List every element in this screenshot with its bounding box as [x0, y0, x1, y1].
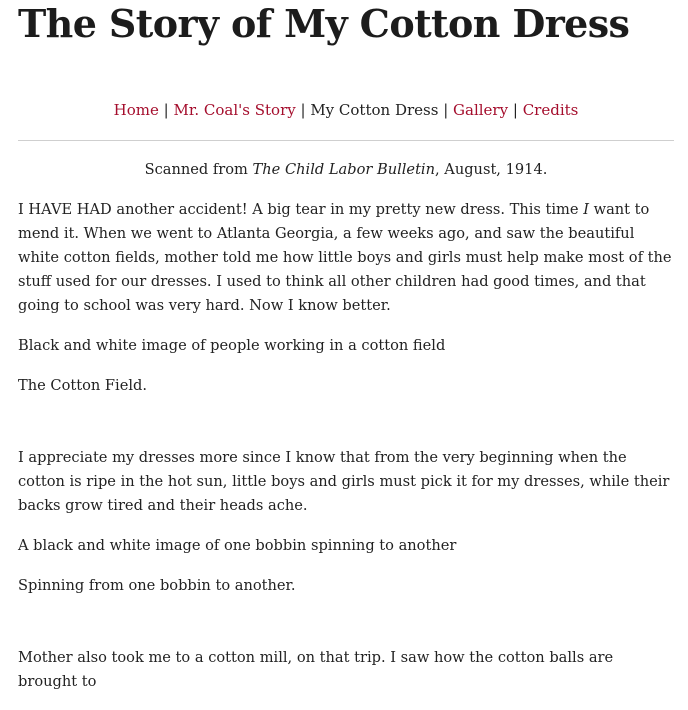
paragraph-1 [18, 198, 674, 318]
main-nav [18, 100, 674, 121]
nav-separator: | [512, 101, 523, 119]
nav-separator: | [300, 101, 311, 119]
source-publication: The Child Labor Bulletin [252, 161, 435, 178]
spacer [18, 414, 674, 446]
source-prefix: Scanned from [144, 161, 253, 178]
nav-home-link[interactable]: Home [113, 101, 159, 119]
nav-gallery-link[interactable]: Gallery [453, 101, 509, 119]
paragraph-text: I HAVE HAD another accident! A big tear in my pretty new dress. This time [18, 201, 584, 218]
header-divider [18, 140, 674, 141]
spacer [18, 614, 674, 646]
nav-separator: | [163, 101, 174, 119]
bobbin-image-alt: A black and white image of one bobbin spinning to another [18, 537, 457, 554]
page-title: The Story of My Cotton Dress [18, 1, 630, 46]
paragraph-2: I appreciate my dresses more since I know that from the very beginning when the cotton is ripe in the hot sun, little boys and girls must pick it for my dresses, while their backs grow tired and their heads ache. [18, 449, 670, 514]
cotton-field-image-alt: Black and white image of people working in a cotton field [18, 337, 446, 354]
source-line [18, 158, 674, 182]
cotton-field-caption: The Cotton Field. [18, 377, 147, 394]
nav-current-page: My Cotton Dress [310, 101, 439, 119]
source-suffix: , August, 1914. [435, 161, 548, 178]
bobbin-caption: Spinning from one bobbin to another. [18, 577, 296, 594]
nav-separator: | [443, 101, 454, 119]
nav-mr-coals-story-link[interactable]: Mr. Coal's Story [173, 101, 296, 119]
paragraph-text: want to mend it. When we went to Atlanta Georgia, a few weeks ago, and saw the beautiful white cotton fields, mother told me how little boys and girls must help make most of the stuff used for our dresses. I used to think all other children had good times, and that going to school was very hard. Now I know better. [18, 201, 672, 314]
paragraph-3: Mother also took me to a cotton mill, on that trip. I saw how the cotton balls are brought to [18, 649, 614, 690]
nav-credits-link[interactable]: Credits [522, 101, 579, 119]
emphasis-text: I [583, 201, 589, 218]
article-body [18, 158, 674, 710]
